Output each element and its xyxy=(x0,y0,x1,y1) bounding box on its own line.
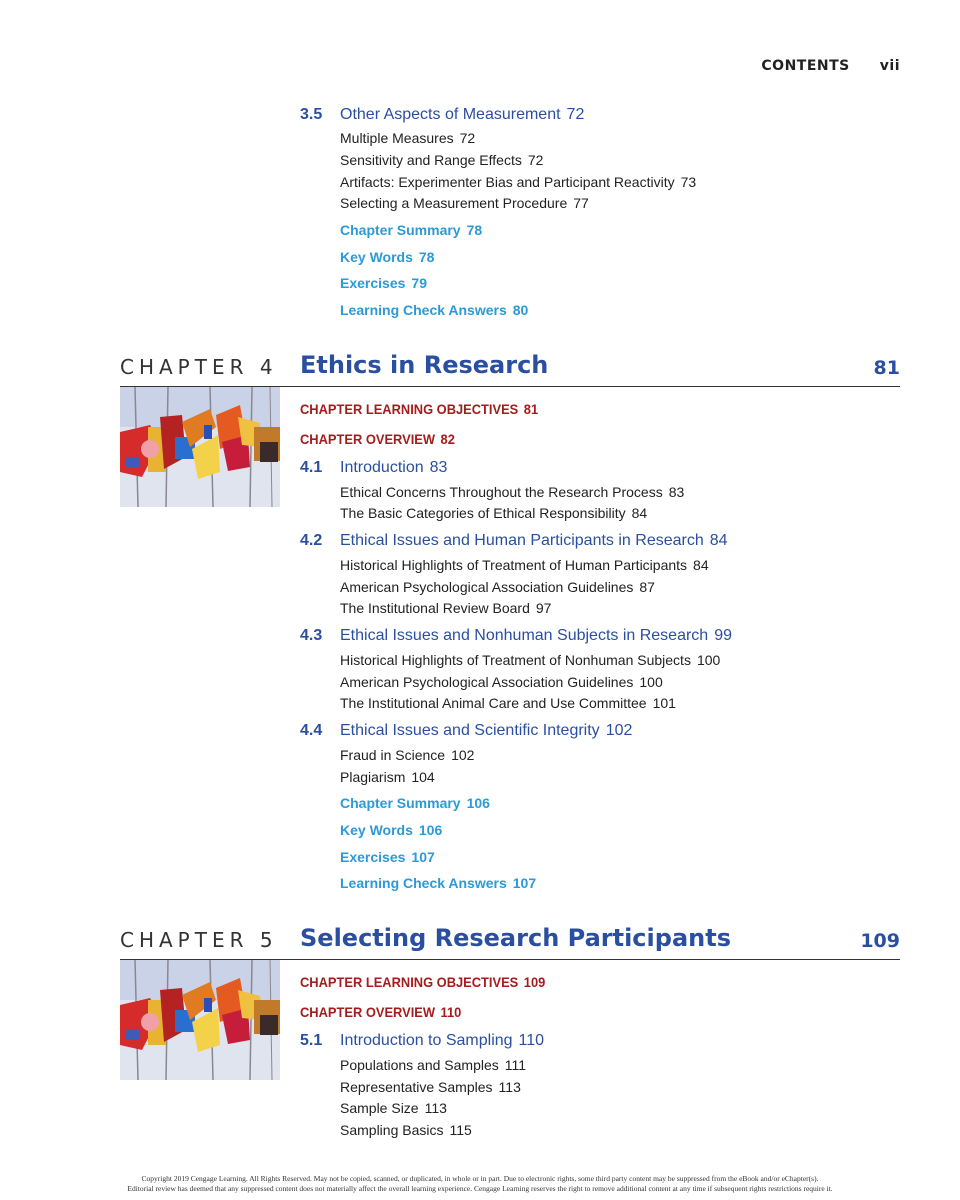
overview-title: CHAPTER OVERVIEW xyxy=(300,431,436,447)
toc-subsection[interactable] xyxy=(340,579,655,595)
subsection-title: Populations and Samples xyxy=(340,1057,499,1073)
section-number: 3.5 xyxy=(300,106,323,123)
overview-title: CHAPTER OVERVIEW xyxy=(300,1004,436,1020)
subsection-page: 113 xyxy=(424,1100,447,1116)
section-title: Other Aspects of Measurement xyxy=(340,106,561,123)
subsection-page: 101 xyxy=(652,695,676,711)
toc-subsection[interactable] xyxy=(340,505,647,521)
toc-subsection[interactable] xyxy=(340,1079,521,1095)
subsection-page: 87 xyxy=(639,579,655,595)
chapter-4-artwork xyxy=(120,387,280,507)
subsection-page: 104 xyxy=(411,769,435,785)
subsection-title: Artifacts: Experimenter Bias and Participant Reactivity xyxy=(340,174,675,190)
toc-subsection[interactable] xyxy=(340,174,696,190)
toc-subsection[interactable] xyxy=(340,747,474,763)
chapter-4-page: 81 xyxy=(873,357,900,379)
toc-section-3-5[interactable] xyxy=(300,106,584,124)
aux-page: 78 xyxy=(418,249,435,265)
toc-learning-check-answers[interactable] xyxy=(340,875,536,891)
section-number: 4.1 xyxy=(300,459,323,476)
subsection-page: 72 xyxy=(527,152,544,168)
chapter-5-label: CHAPTER 5 xyxy=(120,928,278,952)
subsection-title: Sampling Basics xyxy=(340,1122,444,1138)
aux-page: 80 xyxy=(512,302,529,318)
chapter-5-artwork xyxy=(120,960,280,1080)
objectives-title: CHAPTER LEARNING OBJECTIVES xyxy=(300,974,519,990)
aux-title: Chapter Summary xyxy=(340,222,461,238)
toc-subsection[interactable] xyxy=(340,1122,472,1138)
section-number: 4.4 xyxy=(300,722,323,739)
toc-key-words[interactable] xyxy=(340,249,434,265)
subsection-page: 73 xyxy=(680,174,697,190)
running-head-label: CONTENTS xyxy=(761,58,850,74)
chapter-4-overview[interactable] xyxy=(300,431,455,447)
section-page: 102 xyxy=(605,722,633,739)
section-title: Introduction to Sampling xyxy=(340,1032,513,1049)
subsection-page: 72 xyxy=(459,130,476,146)
chapter-4-objectives[interactable] xyxy=(300,401,538,417)
section-title: Introduction xyxy=(340,459,424,476)
toc-subsection[interactable] xyxy=(340,600,551,616)
subsection-page: 83 xyxy=(668,484,685,500)
toc-section-4-4[interactable] xyxy=(300,722,632,740)
toc-section-4-1[interactable] xyxy=(300,459,447,477)
objectives-page: 81 xyxy=(523,401,539,417)
toc-subsection[interactable] xyxy=(340,557,709,573)
toc-subsection[interactable] xyxy=(340,1100,447,1116)
subsection-title: Sensitivity and Range Effects xyxy=(340,152,522,168)
subsection-title: Sample Size xyxy=(340,1100,419,1116)
aux-title: Exercises xyxy=(340,275,406,291)
subsection-title: The Institutional Animal Care and Use Committee xyxy=(340,695,647,711)
chapter-4-label: CHAPTER 4 xyxy=(120,355,278,379)
subsection-title: Ethical Concerns Throughout the Research Process xyxy=(340,484,663,500)
chapter-5-title[interactable]: Selecting Research Participants xyxy=(300,924,731,952)
subsection-title: The Basic Categories of Ethical Responsibility xyxy=(340,505,626,521)
section-title: Ethical Issues and Scientific Integrity xyxy=(340,722,600,739)
section-page: 84 xyxy=(709,532,728,549)
subsection-title: Selecting a Measurement Procedure xyxy=(340,195,568,211)
toc-chapter-summary[interactable] xyxy=(340,795,490,811)
subsection-title: Multiple Measures xyxy=(340,130,454,146)
subsection-page: 100 xyxy=(639,674,663,690)
aux-page: 107 xyxy=(411,849,435,865)
chapter-5-objectives[interactable] xyxy=(300,974,545,990)
overview-page: 82 xyxy=(440,431,455,447)
objectives-page: 109 xyxy=(523,974,546,990)
subsection-title: Plagiarism xyxy=(340,769,406,785)
toc-subsection[interactable] xyxy=(340,195,589,211)
toc-chapter-summary[interactable] xyxy=(340,222,482,238)
subsection-page: 84 xyxy=(693,557,709,573)
subsection-page: 84 xyxy=(631,505,648,521)
subsection-title: Fraud in Science xyxy=(340,747,446,763)
toc-learning-check-answers[interactable] xyxy=(340,302,528,318)
subsection-page: 111 xyxy=(504,1057,527,1073)
aux-title: Key Words xyxy=(340,822,413,838)
aux-title: Key Words xyxy=(340,249,413,265)
subsection-page: 77 xyxy=(573,195,589,211)
aux-page: 79 xyxy=(411,275,427,291)
copyright-line-2: Editorial review has deemed that any suppressed content does not materially affect the overall learning experience. Cengage Learning reserves the right to remove additional content at any time if subsequent rights restrictions require it. xyxy=(127,1184,833,1193)
aux-title: Learning Check Answers xyxy=(340,875,507,891)
section-title: Ethical Issues and Nonhuman Subjects in Research xyxy=(340,627,709,644)
toc-subsection[interactable] xyxy=(340,484,684,500)
overview-page: 110 xyxy=(440,1004,462,1020)
aux-page: 106 xyxy=(466,795,490,811)
toc-subsection[interactable] xyxy=(340,695,676,711)
subsection-page: 115 xyxy=(449,1122,472,1138)
toc-section-4-3[interactable] xyxy=(300,627,732,645)
toc-exercises[interactable] xyxy=(340,275,427,291)
section-page: 110 xyxy=(518,1032,545,1049)
copyright-footer xyxy=(0,1174,960,1194)
toc-section-4-2[interactable] xyxy=(300,532,728,550)
toc-subsection[interactable] xyxy=(340,1057,526,1073)
running-head-page: vii xyxy=(879,58,900,74)
toc-subsection[interactable] xyxy=(340,652,720,668)
section-page: 72 xyxy=(566,106,585,123)
subsection-page: 102 xyxy=(451,747,475,763)
aux-page: 106 xyxy=(418,822,443,838)
toc-subsection[interactable] xyxy=(340,152,543,168)
aux-title: Chapter Summary xyxy=(340,795,461,811)
aux-page: 107 xyxy=(512,875,537,891)
toc-subsection[interactable] xyxy=(340,130,475,146)
section-number: 5.1 xyxy=(300,1032,323,1049)
section-page: 83 xyxy=(429,459,448,476)
subsection-title: American Psychological Association Guidelines xyxy=(340,579,634,595)
subsection-title: Historical Highlights of Treatment of Nonhuman Subjects xyxy=(340,652,691,668)
aux-page: 78 xyxy=(466,222,483,238)
section-page: 99 xyxy=(714,627,732,644)
aux-title: Exercises xyxy=(340,849,406,865)
toc-section-5-1[interactable] xyxy=(300,1032,544,1050)
chapter-5-overview[interactable] xyxy=(300,1004,461,1020)
copyright-line-1: Copyright 2019 Cengage Learning. All Rights Reserved. May not be copied, scanned, or duplicated, in whole or in part. Due to electronic rights, some third party content may be suppressed from the eBook and/or eChapter(s). xyxy=(141,1174,819,1183)
subsection-page: 113 xyxy=(498,1079,521,1095)
chapter-4-title[interactable]: Ethics in Research xyxy=(300,351,549,379)
aux-title: Learning Check Answers xyxy=(340,302,507,318)
subsection-page: 97 xyxy=(535,600,552,616)
subsection-title: Representative Samples xyxy=(340,1079,493,1095)
subsection-page: 100 xyxy=(696,652,721,668)
toc-subsection[interactable] xyxy=(340,769,435,785)
subsection-title: American Psychological Association Guidelines xyxy=(340,674,634,690)
section-number: 4.3 xyxy=(300,627,323,644)
section-number: 4.2 xyxy=(300,532,323,549)
toc-exercises[interactable] xyxy=(340,849,435,865)
objectives-title: CHAPTER LEARNING OBJECTIVES xyxy=(300,401,519,417)
toc-subsection[interactable] xyxy=(340,674,663,690)
toc-key-words[interactable] xyxy=(340,822,442,838)
subsection-title: The Institutional Review Board xyxy=(340,600,530,616)
running-head xyxy=(761,58,900,74)
section-title: Ethical Issues and Human Participants in Research xyxy=(340,532,704,549)
subsection-title: Historical Highlights of Treatment of Human Participants xyxy=(340,557,688,573)
chapter-5-page: 109 xyxy=(860,930,900,952)
